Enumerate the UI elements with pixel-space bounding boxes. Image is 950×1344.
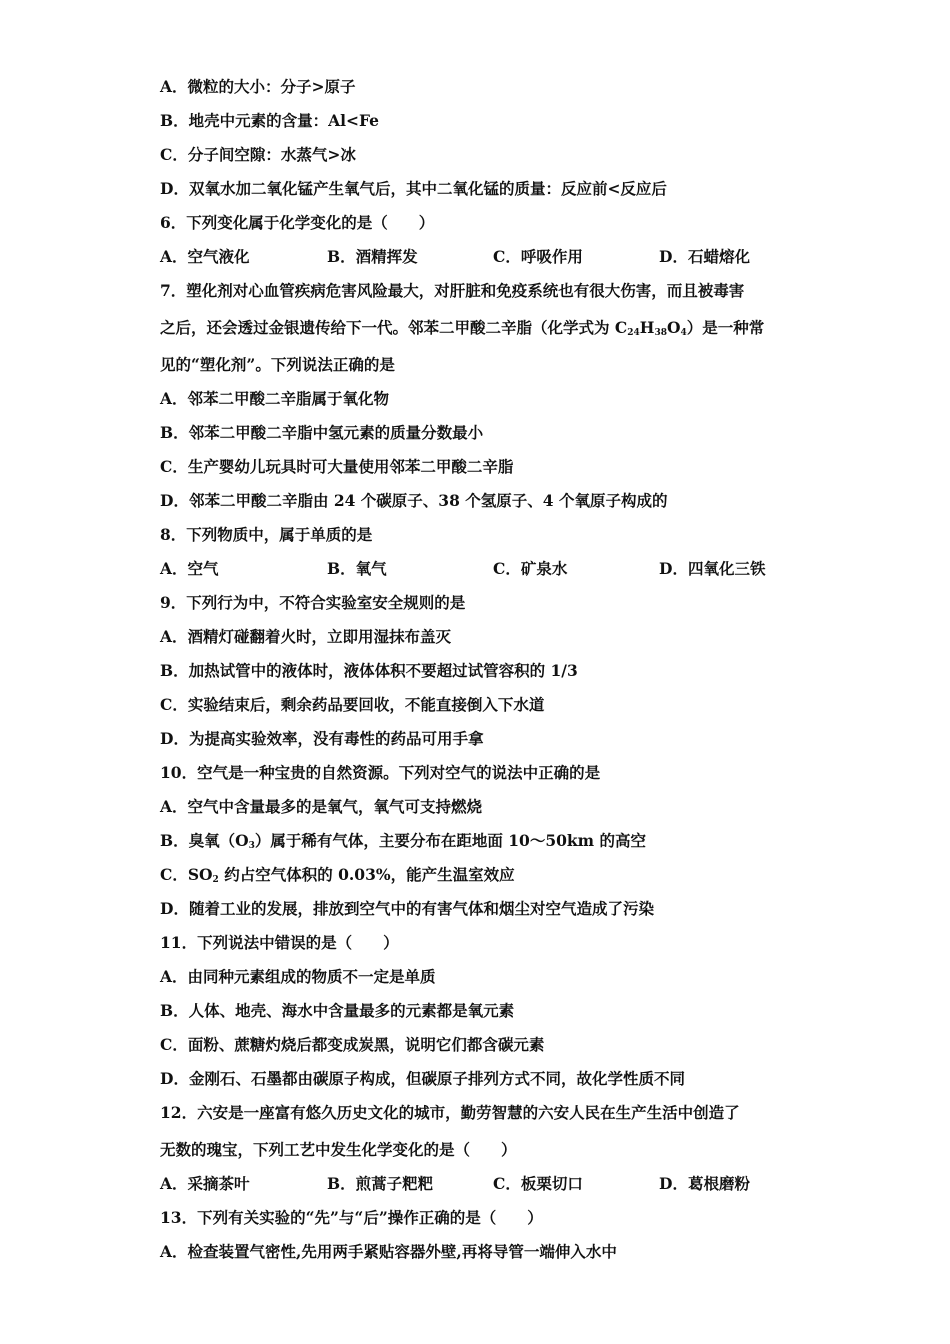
q7-stem-line1: 7．塑化剂对心血管疾病危害风险最大，对肝脏和免疫系统也有很大伤害，而且被毒害 xyxy=(160,281,745,300)
q10-option-c xyxy=(160,865,515,885)
q7-option-d: D．邻苯二甲酸二辛脂由 24 个碳原子、38 个氢原子、4 个氧原子构成的 xyxy=(160,491,668,510)
q5-option-c: C．分子间空隙：水蒸气>冰 xyxy=(160,145,356,164)
q6-option-b: B．酒精挥发 xyxy=(327,247,418,266)
q10-stem: 10．空气是一种宝贵的自然资源。下列对空气的说法中正确的是 xyxy=(160,763,601,782)
q8-option-d: D．四氧化三铁 xyxy=(659,559,766,578)
q7-sub-38: 38 xyxy=(654,328,667,338)
q12-option-a: A．采摘茶叶 xyxy=(160,1174,250,1193)
q10-b-text: B．臭氧（O xyxy=(160,831,249,850)
q10-b-tail: ）属于稀有气体，主要分布在距地面 10～50km 的高空 xyxy=(254,831,646,850)
q7-line2-tail: ）是一种常 xyxy=(686,318,765,337)
q6-stem: 6．下列变化属于化学变化的是（ ） xyxy=(160,213,435,232)
q7-line2-text: 之后，还会透过金银遗传给下一代。邻苯二甲酸二辛脂（化学式为 C xyxy=(160,318,628,337)
q7-option-a: A．邻苯二甲酸二辛脂属于氧化物 xyxy=(160,389,390,408)
q7-option-c: C．生产婴幼儿玩具时可大量使用邻苯二甲酸二辛脂 xyxy=(160,457,514,476)
q9-option-b: B．加热试管中的液体时，液体体积不要超过试管容积的 1/3 xyxy=(160,661,578,680)
q7-o: O xyxy=(666,318,681,337)
q7-sub-24: 24 xyxy=(627,328,640,338)
q13-stem: 13．下列有关实验的“先”与“后”操作正确的是（ ） xyxy=(160,1208,543,1227)
q10-c-text: C．SO xyxy=(160,865,213,884)
q9-option-d: D．为提高实验效率，没有毒性的药品可用手拿 xyxy=(160,729,484,748)
q12-option-d: D．葛根磨粉 xyxy=(659,1174,750,1193)
q11-option-d: D．金刚石、石墨都由碳原子构成，但碳原子排列方式不同，故化学性质不同 xyxy=(160,1069,685,1088)
q7-stem-line3: 见的“塑化剂”。下列说法正确的是 xyxy=(160,355,395,374)
q8-option-c: C．矿泉水 xyxy=(493,559,568,578)
q5-option-a: A．微粒的大小：分子>原子 xyxy=(160,77,356,96)
q7-stem-line2 xyxy=(160,318,764,338)
q6-option-d: D．石蜡熔化 xyxy=(659,247,750,266)
q9-option-a: A．酒精灯碰翻着火时，立即用湿抹布盖灭 xyxy=(160,627,452,646)
q10-c-tail: 约占空气体积的 0.03%，能产生温室效应 xyxy=(218,865,515,884)
q8-option-a: A．空气 xyxy=(160,559,219,578)
q12-stem-line1: 12．六安是一座富有悠久历史文化的城市，勤劳智慧的六安人民在生产生活中创造了 xyxy=(160,1103,740,1122)
q7-sub-4: 4 xyxy=(680,328,687,338)
q10-option-d: D．随着工业的发展，排放到空气中的有害气体和烟尘对空气造成了污染 xyxy=(160,899,654,918)
q9-stem: 9．下列行为中，不符合实验室安全规则的是 xyxy=(160,593,466,612)
q10-c-sub: 2 xyxy=(212,875,219,885)
q10-option-b xyxy=(160,831,646,851)
q10-option-a: A．空气中含量最多的是氧气，氧气可支持燃烧 xyxy=(160,797,483,816)
q12-options-row xyxy=(160,1174,800,1194)
q11-option-b: B．人体、地壳、海水中含量最多的元素都是氧元素 xyxy=(160,1001,515,1020)
q13-option-a: A．检查装置气密性,先用两手紧贴容器外壁,再将导管一端伸入水中 xyxy=(160,1242,617,1261)
q11-option-a: A．由同种元素组成的物质不一定是单质 xyxy=(160,967,436,986)
q9-option-c: C．实验结束后，剩余药品要回收，不能直接倒入下水道 xyxy=(160,695,545,714)
q6-option-c: C．呼吸作用 xyxy=(493,247,583,266)
q5-option-d: D．双氧水加二氧化锰产生氧气后，其中二氧化锰的质量：反应前<反应后 xyxy=(160,179,667,198)
q10-b-sub: 3 xyxy=(248,841,255,851)
q5-option-b: B．地壳中元素的含量：Al<Fe xyxy=(160,111,380,130)
q8-option-b: B．氧气 xyxy=(327,559,387,578)
q8-stem: 8．下列物质中，属于单质的是 xyxy=(160,525,373,544)
q11-stem: 11．下列说法中错误的是（ ） xyxy=(160,933,399,952)
q7-option-b: B．邻苯二甲酸二辛脂中氢元素的质量分数最小 xyxy=(160,423,484,442)
q12-stem-line2: 无数的瑰宝，下列工艺中发生化学变化的是（ ） xyxy=(160,1140,517,1159)
q6-options-row xyxy=(160,247,800,267)
q12-option-c: C．板栗切口 xyxy=(493,1174,583,1193)
q8-options-row xyxy=(160,559,800,579)
q6-option-a: A．空气液化 xyxy=(160,247,250,266)
q11-option-c: C．面粉、蔗糖灼烧后都变成炭黑，说明它们都含碳元素 xyxy=(160,1035,545,1054)
q12-option-b: B．煎蒿子粑粑 xyxy=(327,1174,434,1193)
q7-h: H xyxy=(639,318,655,337)
